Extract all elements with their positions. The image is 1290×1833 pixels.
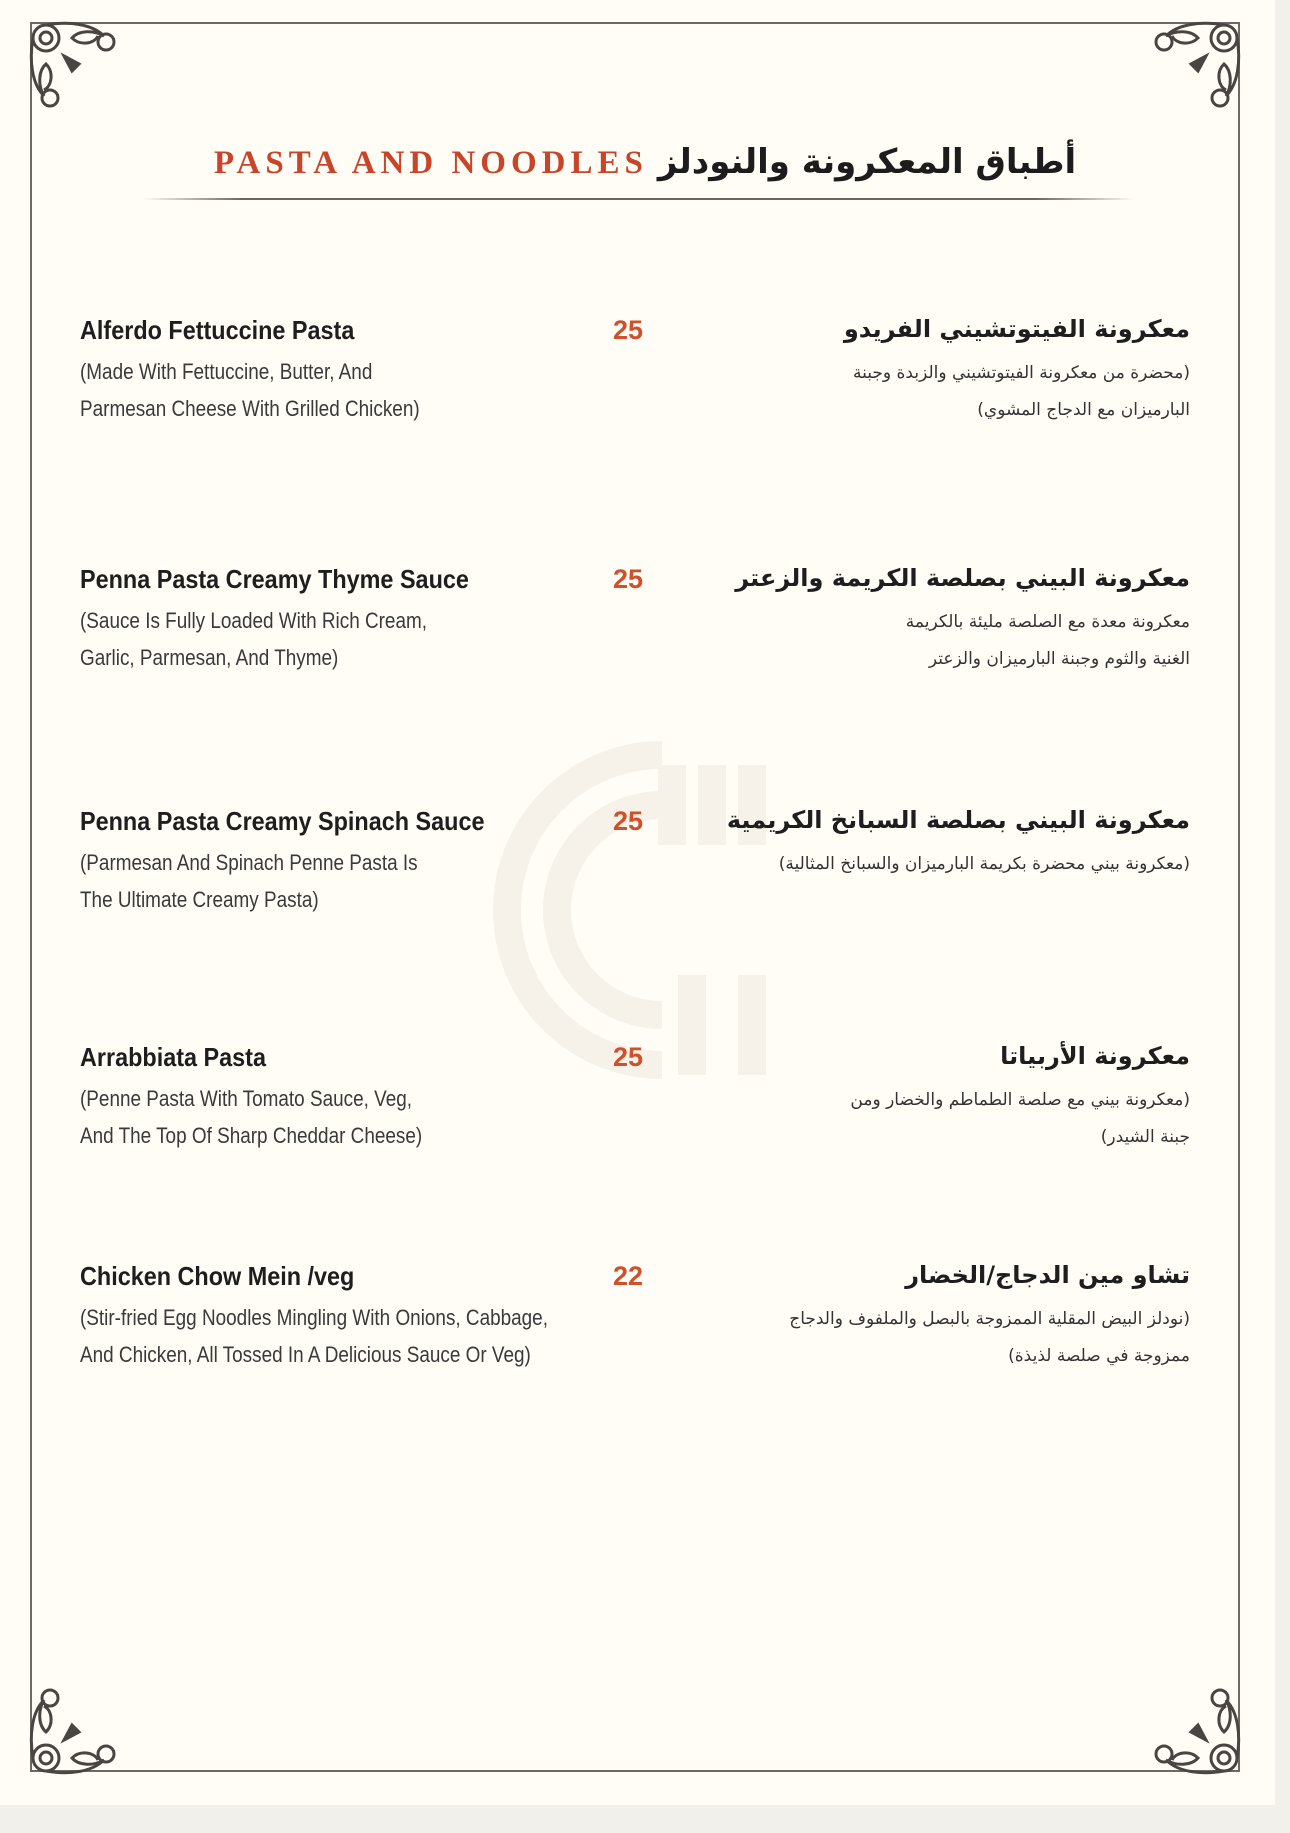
item-desc-ar-line: (محضرة من معكرونة الفيتوتشيني والزبدة وجبنة [853,363,1190,383]
page-title [0,142,1290,182]
item-desc-ar-line: ممزوجة في صلصة لذيذة) [1008,1346,1190,1366]
item-price: 25 [612,315,644,345]
item-name-ar: تشاو مين الدجاج/الخضار [905,1261,1190,1289]
title-english: PASTA AND NOODLES [213,145,648,181]
item-name-en: Chicken Chow Mein /veg [80,1261,355,1291]
item-desc-ar-line: البارميزان مع الدجاج المشوي) [977,400,1190,420]
corner-flourish-icon [1146,16,1246,116]
title-divider [143,198,1135,200]
item-desc-en-line: And The Top Of Sharp Cheddar Cheese) [80,1123,423,1148]
item-price: 25 [612,564,644,594]
item-desc-en-line: (Penne Pasta With Tomato Sauce, Veg, [80,1086,413,1111]
item-desc-ar [779,846,1190,883]
item-name-ar: معكرونة البيني بصلصة الكريمة والزعتر [735,564,1190,592]
item-desc-en-line: Parmesan Cheese With Grilled Chicken) [80,396,420,421]
watermark-logo-icon [462,735,842,1085]
item-desc-en [80,602,427,676]
item-desc-ar-line: (نودلز البيض المقلية الممزوجة بالبصل والملفوف والدجاج [789,1309,1190,1329]
item-desc-en-line: The Ultimate Creamy Pasta) [80,887,319,912]
item-desc-ar-line: معكرونة معدة مع الصلصة مليئة بالكريمة [905,612,1190,632]
item-name-ar: معكرونة الفيتوتشيني الفريدو [843,315,1190,343]
item-desc-en [80,844,418,918]
corner-flourish-icon [24,16,124,116]
item-name-ar: معكرونة الأربياتا [1000,1042,1190,1070]
item-name-en: Arrabbiata Pasta [80,1042,266,1072]
item-desc-en-line: Garlic, Parmesan, And Thyme) [80,645,339,670]
item-desc-en [80,1080,422,1154]
corner-flourish-icon [24,1680,124,1780]
item-desc-en-line: And Chicken, All Tossed In A Delicious Sauce Or Veg) [80,1342,531,1367]
item-desc-en-line: (Sauce Is Fully Loaded With Rich Cream, [80,608,428,633]
item-desc-en [80,1299,548,1373]
item-desc-ar [906,604,1190,678]
item-desc-ar-line: جبنة الشيدر) [1100,1127,1190,1147]
item-desc-ar-line: (معكرونة بيني محضرة بكريمة البارميزان والسبانخ المثالية) [778,854,1190,874]
item-desc-ar-line: الغنية والثوم وجبنة البارميزان والزعتر [928,649,1190,669]
item-name-ar: معكرونة البيني بصلصة السبانخ الكريمية [726,806,1190,834]
item-name-en: Penna Pasta Creamy Thyme Sauce [80,564,469,594]
item-desc-ar [853,355,1190,429]
item-desc-en-line: (Stir-fried Egg Noodles Mingling With Onions, Cabbage, [80,1305,548,1330]
item-desc-ar [789,1301,1190,1375]
item-desc-en-line: (Made With Fettuccine, Butter, And [80,359,373,384]
item-price: 25 [612,806,644,836]
title-arabic: أطباق المعكرونة والنودلز [657,142,1077,182]
corner-flourish-icon [1146,1680,1246,1780]
item-price: 22 [612,1261,644,1291]
item-desc-ar-line: (معكرونة بيني مع صلصة الطماطم والخضار ومن [850,1090,1190,1110]
item-name-en: Alferdo Fettuccine Pasta [80,315,355,345]
item-desc-en-line: (Parmesan And Spinach Penne Pasta Is [80,850,418,875]
item-desc-ar [850,1082,1190,1156]
item-desc-en [80,353,420,427]
item-price: 25 [612,1042,644,1072]
item-name-en: Penna Pasta Creamy Spinach Sauce [80,806,485,836]
